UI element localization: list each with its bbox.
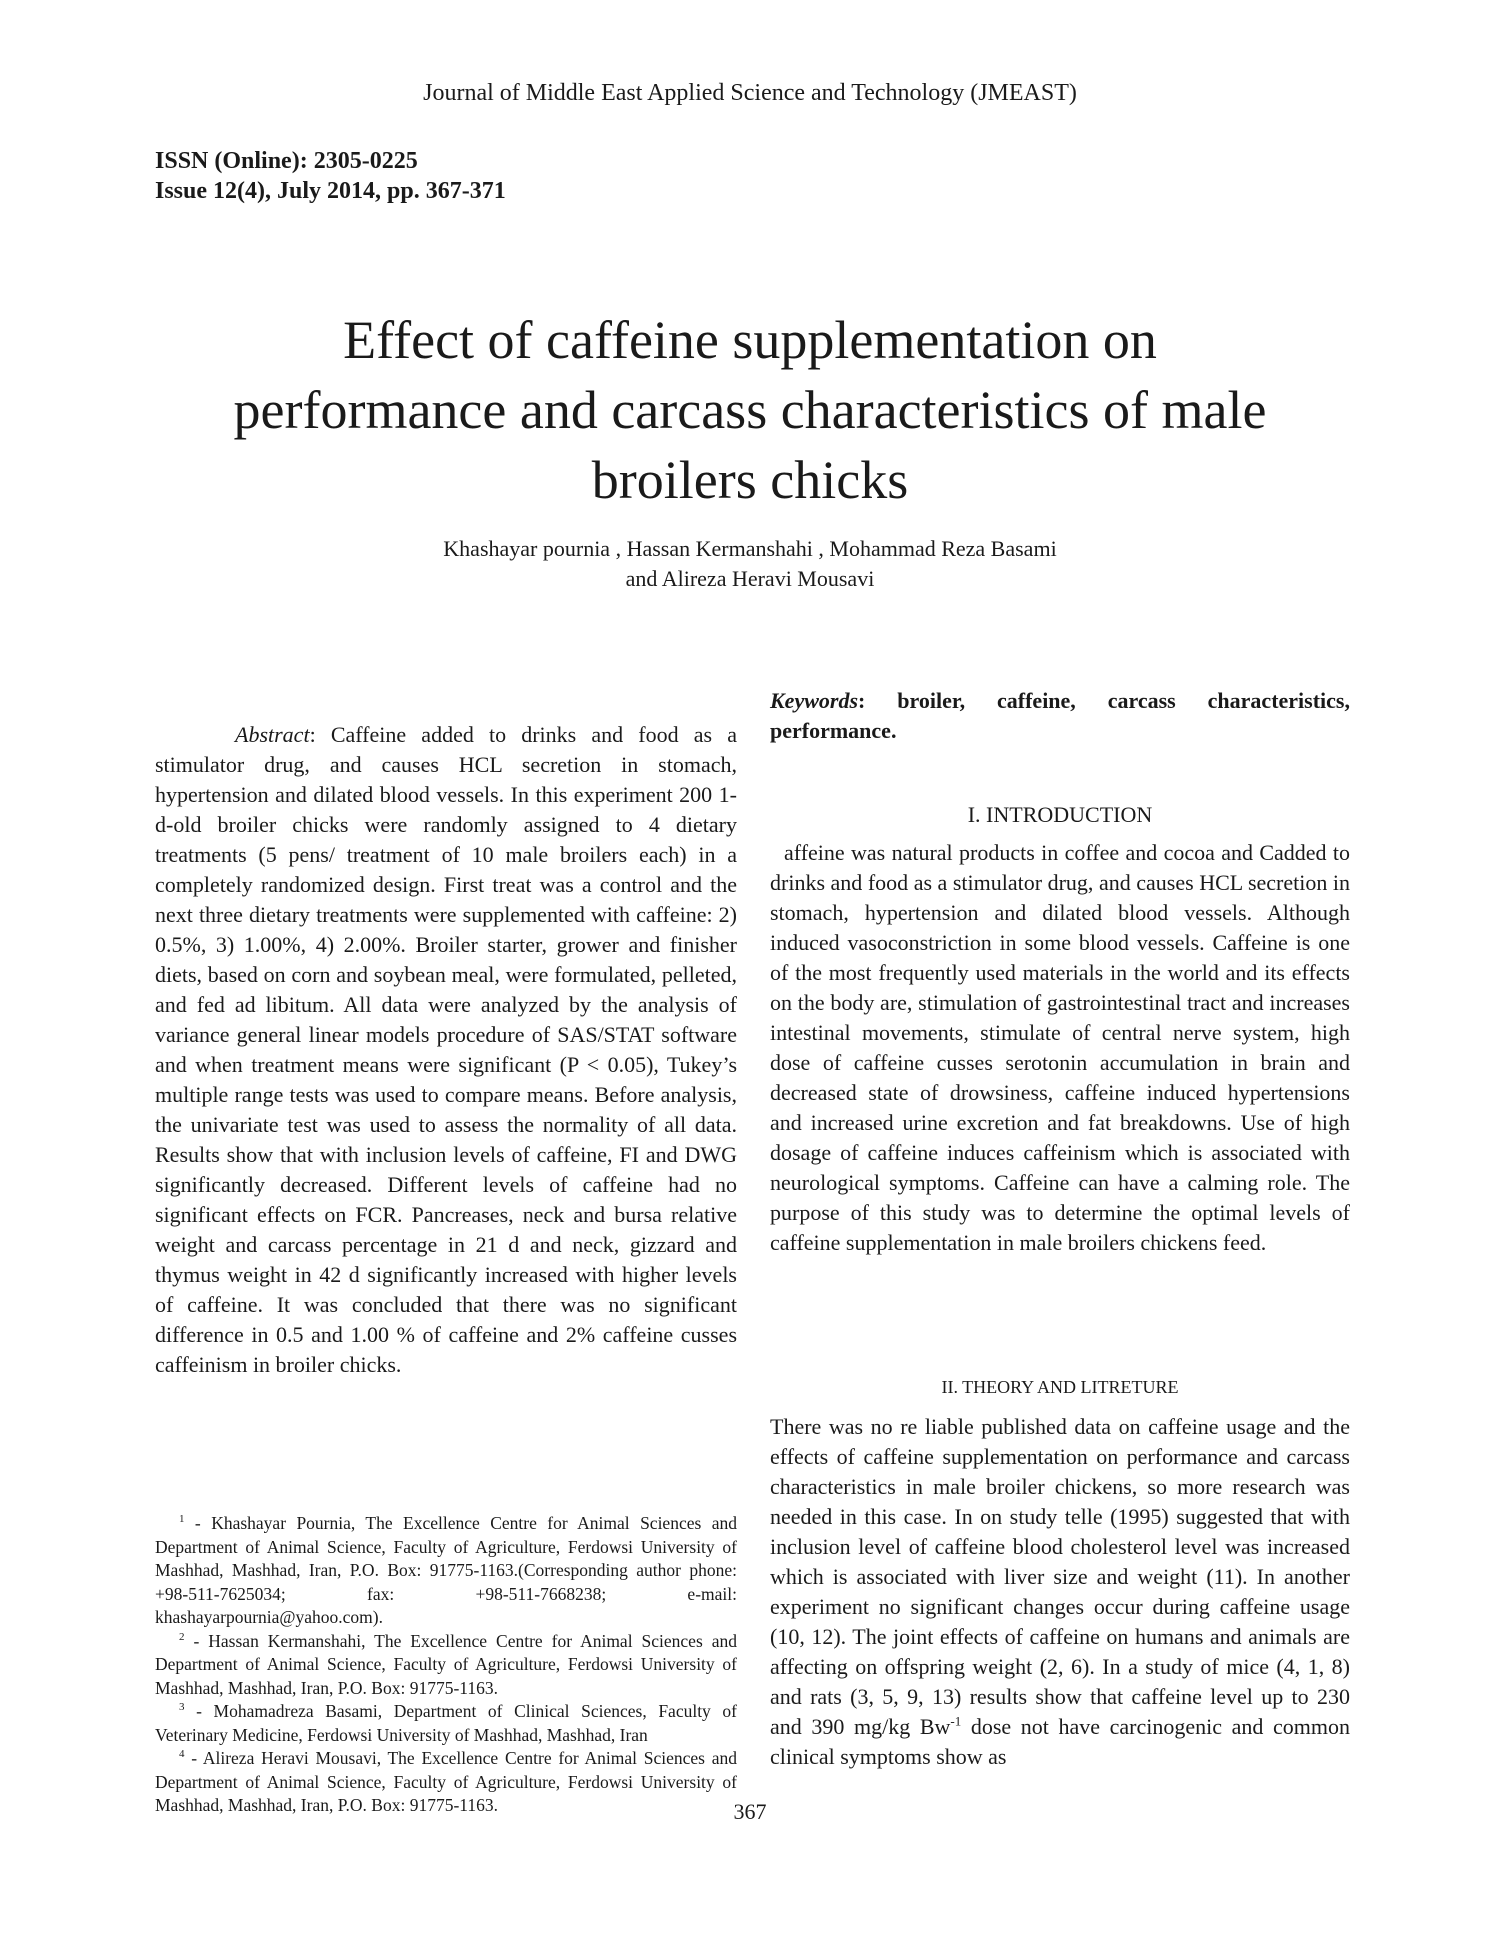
footnote-text: - Mohamadreza Basami, Department of Clinical Sciences, Faculty of Veterinary Medicine, Ferdowsi University of Mashhad, Mashhad, Iran: [155, 1701, 737, 1745]
footnote-3: [155, 1700, 737, 1747]
keywords-section: [770, 686, 1350, 746]
section-heading-introduction: I. INTRODUCTION: [967, 802, 1153, 827]
paper-title: [100, 305, 1400, 515]
issue-info: Issue 12(4), July 2014, pp. 367-371: [155, 178, 506, 204]
title-line-2: performance and carcass characteristics of male: [233, 380, 1267, 440]
keywords-label: Keywords: [770, 688, 858, 713]
theory-body-start: There was no re liable published data on caffeine usage and the effects of caffeine supplementation on performance and carcass characteristics in male broiler chickens, so more research was needed in this case. In on study telle (1995) suggested that with inclusion level of caffeine blood cholesterol level was increased which is associated with liver size and weight (11). In another experiment no significant changes occur during caffeine usage (10, 12). The joint effects of caffeine on humans and animals are affecting on offspring weight (2, 6). In a study of mice (4, 1, 8) and rats (3, 5, 9, 13) results show that caffeine level up to 230 and 390 mg/kg Bw: [770, 1414, 1350, 1739]
author-list: [0, 534, 1500, 594]
title-line-1: Effect of caffeine supplementation on: [343, 310, 1157, 370]
abstract-text: [155, 720, 737, 1380]
section-heading-theory: II. THEORY AND LITRETURE: [941, 1377, 1179, 1397]
footnotes: [155, 1512, 737, 1818]
footnote-text: - Alireza Heravi Mousavi, The Excellence Centre for Animal Sciences and Department of Animal Science, Faculty of Agriculture, Ferdowsi University of Mashhad, Mashhad, Iran, P.O. Box: 91775-1163.: [155, 1748, 737, 1815]
abstract-body: : Caffeine added to drinks and food as a stimulator drug, and causes HCL secretion in stomach, hypertension and dilated blood vessels. In this experiment 200 1-d-old broiler chicks were randomly assigned to 4 dietary treatments (5 pens/ treatment of 10 male broilers each) in a completely randomized design. First treat was a control and the next three dietary treatments were supplemented with caffeine: 2) 0.5%, 3) 1.00%, 4) 2.00%. Broiler starter, grower and finisher diets, based on corn and soybean meal, were formulated, pelleted, and fed ad libitum. All data were analyzed by the analysis of variance general linear models procedure of SAS/STAT software and when treatment means were significant (P < 0.05), Tukey’s multiple range tests was used to compare means. Before analysis, the univariate test was used to assess the normality of all data. Results show that with inclusion levels of caffeine, FI and DWG significantly decreased. Different levels of caffeine had no significant effects on FCR. Pancreases, neck and bursa relative weight and carcass percentage in 21 d and neck, gizzard and thymus weight in 42 d significantly increased with higher levels of caffeine. It was concluded that there was no significant difference in 0.5 and 1.00 % of caffeine and 2% caffeine cusses caffeinism in broiler chicks.: [155, 722, 737, 1377]
abstract-section: [155, 720, 737, 1380]
footnote-mark: 3: [179, 1701, 185, 1714]
introduction-text: affeine was natural products in coffee and cocoa and Cadded to drinks and food as a stimulator drug, and causes HCL secretion in stomach, hypertension and dilated blood vessels. Although induced vasoconstriction in some blood vessels. Caffeine is one of the most frequently used materials in the world and its effects on the body are, stimulation of gastrointestinal tract and increases intestinal movements, stimulate of central nerve system, high dose of caffeine cusses serotonin accumulation in brain and decreased state of drowsiness, caffeine induced hypertensions and increased urine excretion and fat breakdowns. Use of high dosage of caffeine induces caffeinism which is associated with neurological symptoms. Caffeine can have a calming role. The purpose of this study was to determine the optimal levels of caffeine supplementation in male broilers chickens feed.: [770, 840, 1350, 1255]
keywords-text: [770, 686, 1350, 746]
footnote-mark: 1: [179, 1513, 185, 1526]
theory-body-end: dose not have carcinogenic and common clinical symptoms show as: [770, 1714, 1350, 1769]
footnote-2: [155, 1630, 737, 1701]
footnote-1: [155, 1512, 737, 1630]
theory-superscript: -1: [950, 1713, 962, 1729]
footnote-text: - Khashayar Pournia, The Excellence Centre for Animal Sciences and Department of Animal Science, Faculty of Agriculture, Ferdowsi University of Mashhad, Mashhad, Iran, P.O. Box: 91775-1163.(Corresponding author phone: +98-511-7625034; fax: +98-511-7668238; e-mail: khashayarpournia@yahoo.com).: [155, 1513, 737, 1627]
theory-section: [770, 1412, 1350, 1772]
footnote-mark: 4: [179, 1748, 185, 1761]
footnote-mark: 2: [179, 1630, 185, 1643]
introduction-section: [770, 838, 1350, 1258]
keywords-body: : broiler, caffeine, carcass characteristics, performance.: [770, 688, 1350, 743]
authors-line-1: Khashayar pournia , Hassan Kermanshahi , Mohammad Reza Basami: [443, 536, 1057, 561]
authors-line-2: and Alireza Heravi Mousavi: [625, 566, 875, 591]
issn: ISSN (Online): 2305-0225: [155, 148, 418, 174]
journal-name: Journal of Middle East Applied Science and Technology (JMEAST): [423, 80, 1077, 106]
abstract-label: Abstract: [235, 722, 310, 747]
title-line-3: broilers chicks: [591, 450, 909, 510]
issn-block: [155, 146, 506, 206]
page-number: 367: [733, 1799, 767, 1824]
footnote-text: - Hassan Kermanshahi, The Excellence Centre for Animal Sciences and Department of Animal Science, Faculty of Agriculture, Ferdowsi University of Mashhad, Mashhad, Iran, P.O. Box: 91775-1163.: [155, 1630, 737, 1698]
theory-text: [770, 1412, 1350, 1772]
